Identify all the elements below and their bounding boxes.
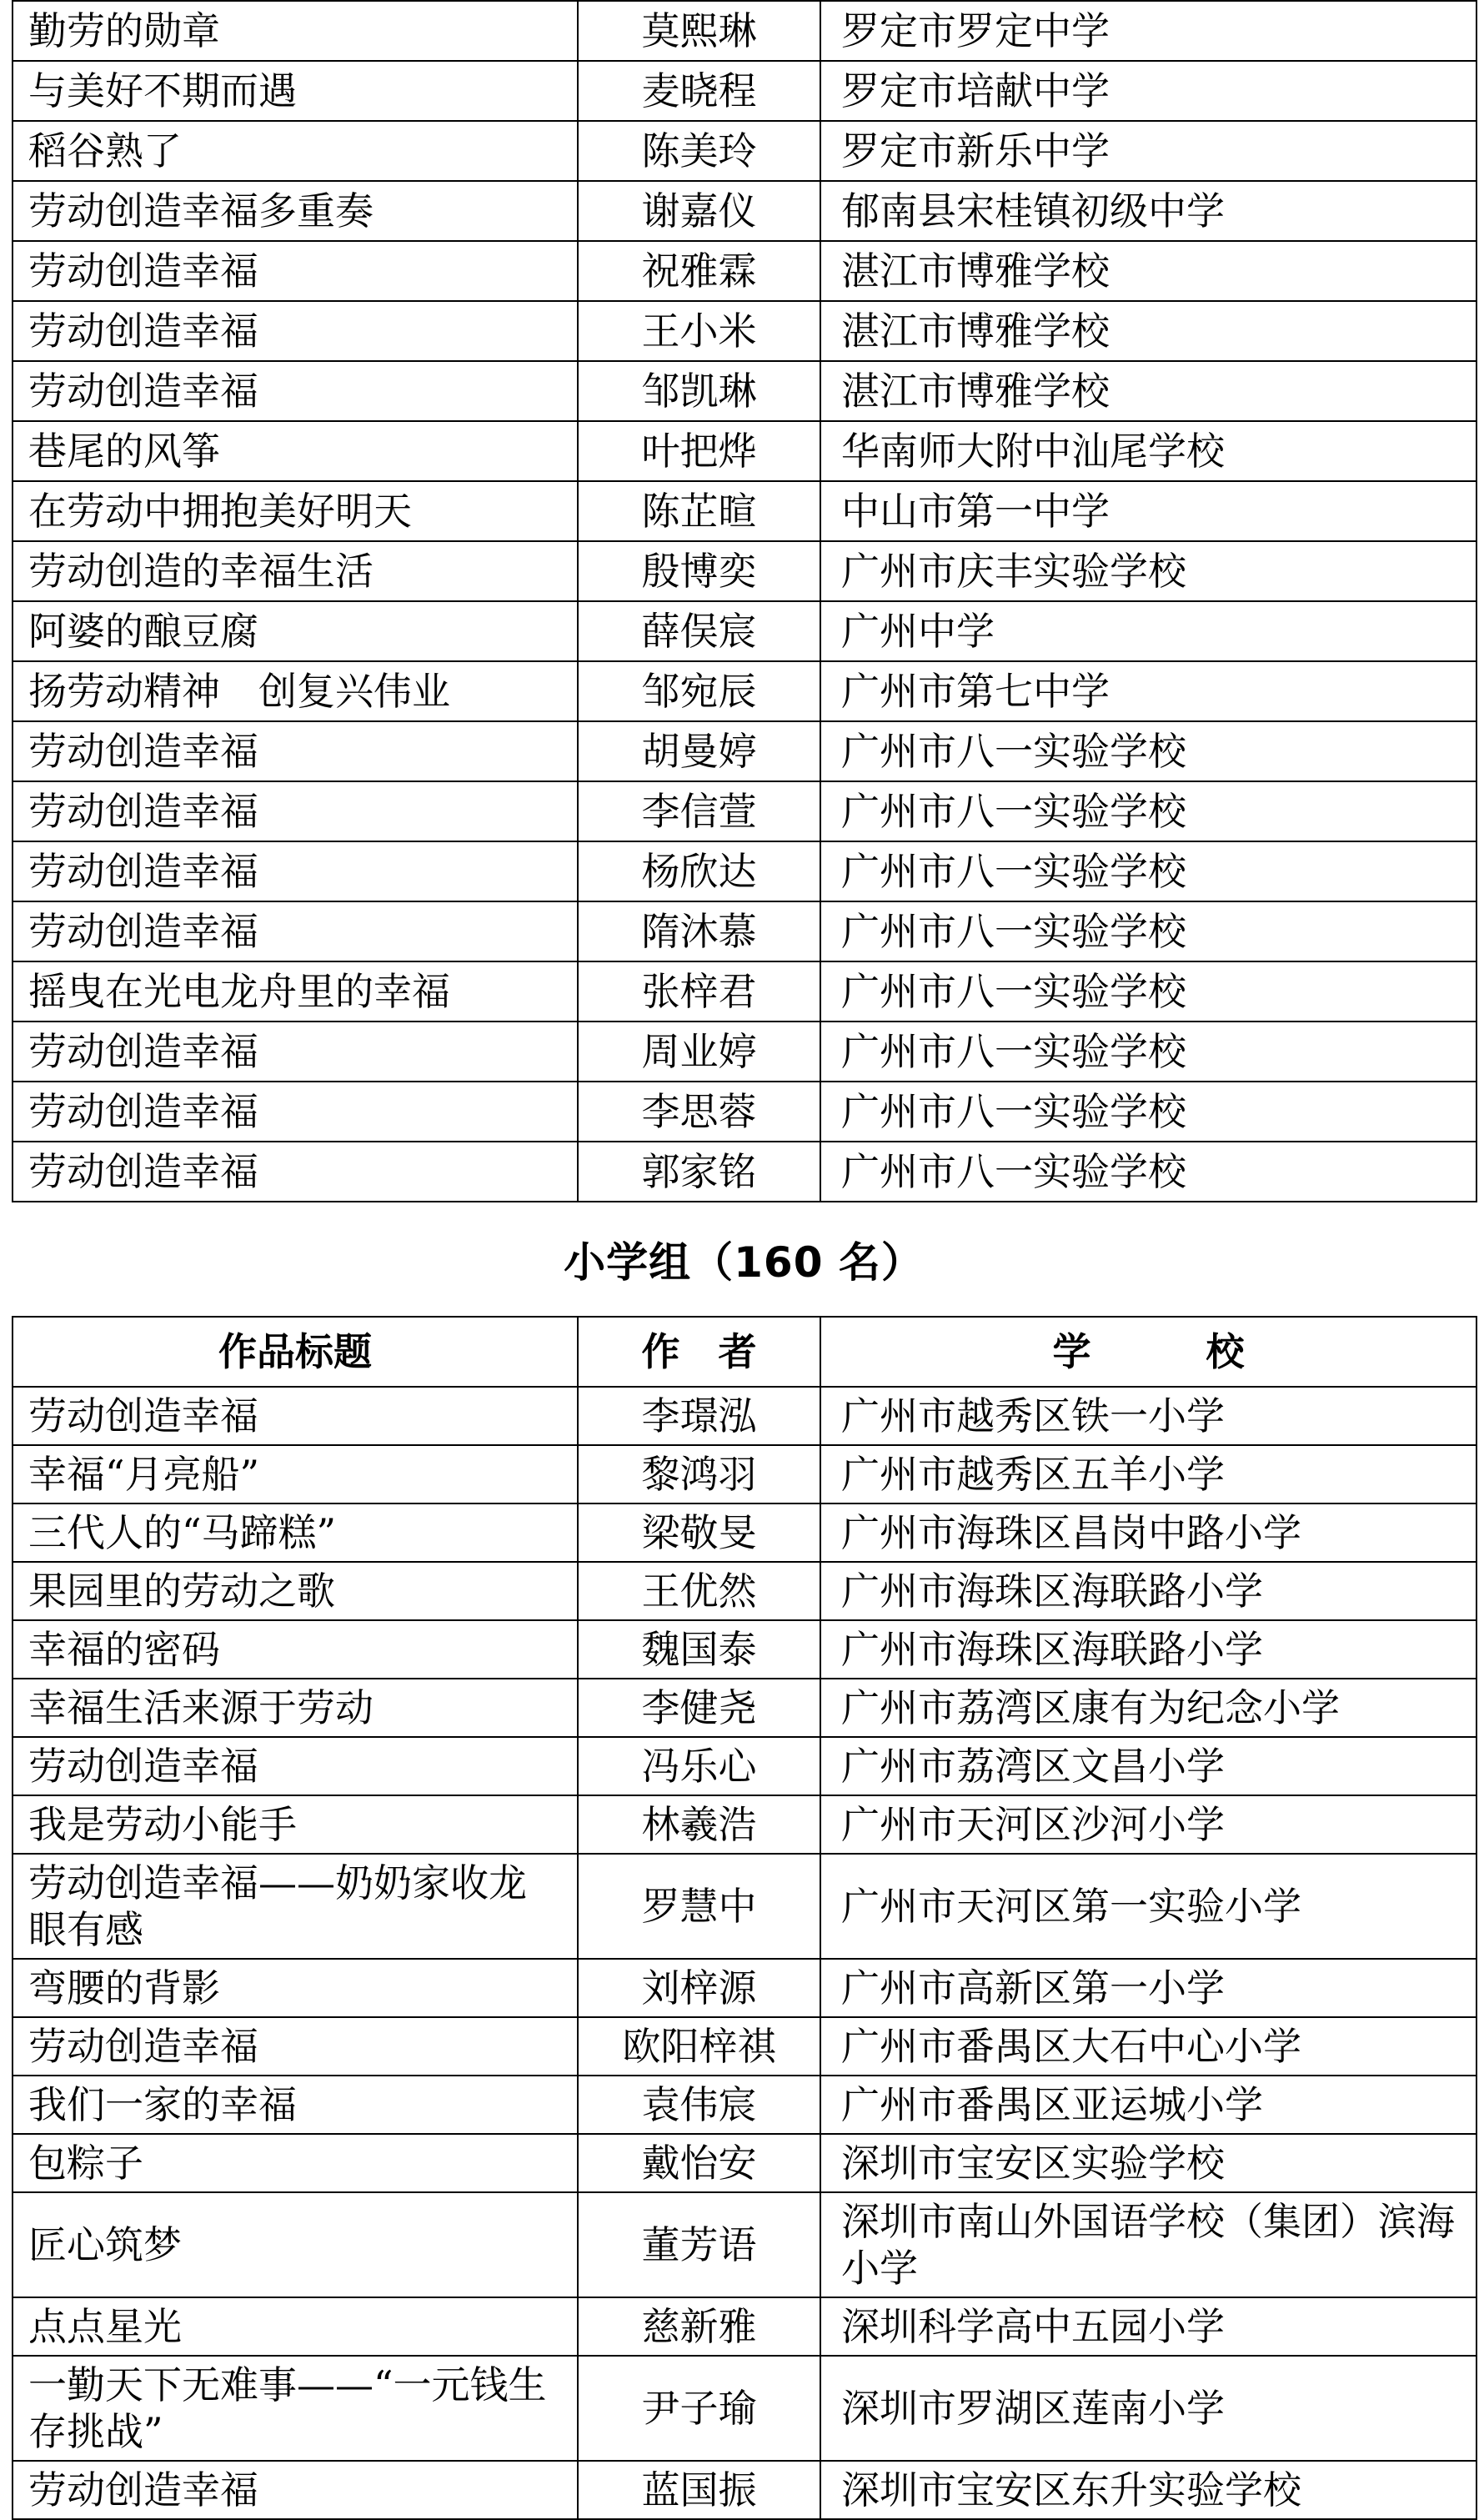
table-row <box>13 1737 1476 1795</box>
author-cell: 欧阳梓祺 <box>578 2017 820 2076</box>
primary-table-header <box>13 1317 1476 1387</box>
title-cell: 我是劳动小能手 <box>13 1795 578 1854</box>
school-cell: 深圳市南山外国语学校（集团）滨海小学 <box>820 2192 1476 2297</box>
title-cell: 劳动创造幸福 <box>13 901 578 961</box>
title-cell: 劳动创造的幸福生活 <box>13 541 578 601</box>
author-cell: 莫熙琳 <box>578 1 820 61</box>
author-cell: 魏国泰 <box>578 1620 820 1679</box>
author-cell: 林羲浩 <box>578 1795 820 1854</box>
table-row <box>13 1082 1476 1142</box>
school-cell: 广州市越秀区铁一小学 <box>820 1387 1476 1445</box>
header-row <box>13 1317 1476 1387</box>
school-cell: 广州市海珠区海联路小学 <box>820 1620 1476 1679</box>
school-cell: 广州市海珠区海联路小学 <box>820 1562 1476 1620</box>
table-row <box>13 481 1476 541</box>
school-cell: 深圳市罗湖区莲南小学 <box>820 2356 1476 2461</box>
title-cell: 劳动创造幸福 <box>13 361 578 421</box>
school-cell: 广州市天河区第一实验小学 <box>820 1854 1476 1959</box>
table-row <box>13 661 1476 721</box>
title-cell: 稻谷熟了 <box>13 121 578 181</box>
table-row <box>13 121 1476 181</box>
table-row <box>13 2076 1476 2134</box>
school-cell: 深圳市宝安区东升实验学校 <box>820 2461 1476 2519</box>
school-cell: 广州市八一实验学校 <box>820 721 1476 781</box>
author-cell: 殷博奕 <box>578 541 820 601</box>
author-cell: 王小米 <box>578 301 820 361</box>
table-row <box>13 61 1476 121</box>
table-row <box>13 2017 1476 2076</box>
table-row <box>13 841 1476 901</box>
table-row <box>13 241 1476 301</box>
school-cell: 深圳科学高中五园小学 <box>820 2297 1476 2356</box>
author-cell: 邹凯琳 <box>578 361 820 421</box>
school-cell: 广州市荔湾区康有为纪念小学 <box>820 1679 1476 1737</box>
author-cell: 叶把烨 <box>578 421 820 481</box>
school-cell: 湛江市博雅学校 <box>820 301 1476 361</box>
school-cell: 罗定市培献中学 <box>820 61 1476 121</box>
school-cell: 广州市天河区沙河小学 <box>820 1795 1476 1854</box>
title-cell: 劳动创造幸福 <box>13 721 578 781</box>
author-cell: 蓝国振 <box>578 2461 820 2519</box>
author-cell: 杨欣达 <box>578 841 820 901</box>
title-cell: 劳动创造幸福 <box>13 301 578 361</box>
author-cell: 李璟泓 <box>578 1387 820 1445</box>
author-cell: 尹子瑜 <box>578 2356 820 2461</box>
author-cell: 黎鸿羽 <box>578 1445 820 1503</box>
table-row <box>13 1854 1476 1959</box>
table-row <box>13 1959 1476 2017</box>
title-cell: 劳动创造幸福 <box>13 1737 578 1795</box>
table-row <box>13 2461 1476 2519</box>
table-row <box>13 181 1476 241</box>
header-author: 作 者 <box>578 1317 820 1387</box>
header-school: 学 校 <box>820 1317 1476 1387</box>
author-cell: 慈新雅 <box>578 2297 820 2356</box>
school-cell: 郁南县宋桂镇初级中学 <box>820 181 1476 241</box>
table-row <box>13 1022 1476 1082</box>
author-cell: 李健尧 <box>578 1679 820 1737</box>
school-cell: 广州市八一实验学校 <box>820 1022 1476 1082</box>
title-cell: 劳动创造幸福多重奏 <box>13 181 578 241</box>
table-row <box>13 2134 1476 2192</box>
title-cell: 巷尾的风筝 <box>13 421 578 481</box>
school-cell: 广州市越秀区五羊小学 <box>820 1445 1476 1503</box>
secondary-award-table <box>12 0 1477 1202</box>
author-cell: 陈美玲 <box>578 121 820 181</box>
school-cell: 广州市高新区第一小学 <box>820 1959 1476 2017</box>
header-title: 作品标题 <box>13 1317 578 1387</box>
school-cell: 广州市八一实验学校 <box>820 961 1476 1022</box>
author-cell: 隋沐慕 <box>578 901 820 961</box>
title-cell: 劳动创造幸福 <box>13 1387 578 1445</box>
title-cell: 劳动创造幸福 <box>13 2017 578 2076</box>
section-title-primary-group: 小学组（160 名） <box>564 1238 924 1287</box>
author-cell: 周业婷 <box>578 1022 820 1082</box>
title-cell: 劳动创造幸福——奶奶家收龙眼有感 <box>13 1854 578 1959</box>
title-cell: 包粽子 <box>13 2134 578 2192</box>
title-cell: 点点星光 <box>13 2297 578 2356</box>
school-cell: 华南师大附中汕尾学校 <box>820 421 1476 481</box>
title-cell: 劳动创造幸福 <box>13 841 578 901</box>
school-cell: 深圳市宝安区实验学校 <box>820 2134 1476 2192</box>
award-list-page <box>12 0 1476 2520</box>
school-cell: 罗定市新乐中学 <box>820 121 1476 181</box>
school-cell: 中山市第一中学 <box>820 481 1476 541</box>
author-cell: 袁伟宸 <box>578 2076 820 2134</box>
title-cell: 摇曳在光电龙舟里的幸福 <box>13 961 578 1022</box>
author-cell: 郭家铭 <box>578 1142 820 1202</box>
title-cell: 劳动创造幸福 <box>13 1142 578 1202</box>
table-row <box>13 601 1476 661</box>
table-row <box>13 1142 1476 1202</box>
author-cell: 冯乐心 <box>578 1737 820 1795</box>
author-cell: 戴怡安 <box>578 2134 820 2192</box>
primary-award-table <box>12 1316 1477 2520</box>
title-cell: 匠心筑梦 <box>13 2192 578 2297</box>
table-row <box>13 961 1476 1022</box>
title-cell: 幸福的密码 <box>13 1620 578 1679</box>
table-row <box>13 1445 1476 1503</box>
author-cell: 麦晓程 <box>578 61 820 121</box>
school-cell: 广州市八一实验学校 <box>820 1142 1476 1202</box>
author-cell: 刘梓源 <box>578 1959 820 2017</box>
title-cell: 劳动创造幸福 <box>13 1082 578 1142</box>
school-cell: 广州市八一实验学校 <box>820 781 1476 841</box>
author-cell: 谢嘉仪 <box>578 181 820 241</box>
title-cell: 幸福生活来源于劳动 <box>13 1679 578 1737</box>
table-row <box>13 781 1476 841</box>
table-row <box>13 1620 1476 1679</box>
school-cell: 广州市海珠区昌岗中路小学 <box>820 1503 1476 1562</box>
school-cell: 湛江市博雅学校 <box>820 241 1476 301</box>
school-cell: 广州市荔湾区文昌小学 <box>820 1737 1476 1795</box>
school-cell: 广州中学 <box>820 601 1476 661</box>
author-cell: 薛俣宸 <box>578 601 820 661</box>
title-cell: 一勤天下无难事——“一元钱生存挑战” <box>13 2356 578 2461</box>
table-row <box>13 421 1476 481</box>
title-cell: 三代人的“马蹄糕” <box>13 1503 578 1562</box>
school-cell: 广州市番禺区大石中心小学 <box>820 2017 1476 2076</box>
table-row <box>13 2192 1476 2297</box>
title-cell: 与美好不期而遇 <box>13 61 578 121</box>
author-cell: 梁敬旻 <box>578 1503 820 1562</box>
table-row <box>13 1679 1476 1737</box>
author-cell: 王优然 <box>578 1562 820 1620</box>
table-row <box>13 2297 1476 2356</box>
author-cell: 祝雅霖 <box>578 241 820 301</box>
author-cell: 董芳语 <box>578 2192 820 2297</box>
author-cell: 陈芷暄 <box>578 481 820 541</box>
table-row <box>13 1503 1476 1562</box>
title-cell: 弯腰的背影 <box>13 1959 578 2017</box>
author-cell: 胡曼婷 <box>578 721 820 781</box>
title-cell: 扬劳动精神 创复兴伟业 <box>13 661 578 721</box>
table-row <box>13 301 1476 361</box>
title-cell: 果园里的劳动之歌 <box>13 1562 578 1620</box>
school-cell: 广州市番禺区亚运城小学 <box>820 2076 1476 2134</box>
author-cell: 张梓君 <box>578 961 820 1022</box>
title-cell: 劳动创造幸福 <box>13 241 578 301</box>
author-cell: 李信萱 <box>578 781 820 841</box>
school-cell: 广州市八一实验学校 <box>820 1082 1476 1142</box>
school-cell: 湛江市博雅学校 <box>820 361 1476 421</box>
title-cell: 我们一家的幸福 <box>13 2076 578 2134</box>
school-cell: 广州市第七中学 <box>820 661 1476 721</box>
secondary-award-table-body <box>13 1 1476 1202</box>
table-row <box>13 1795 1476 1854</box>
table-row <box>13 721 1476 781</box>
table-row <box>13 541 1476 601</box>
title-cell: 勤劳的勋章 <box>13 1 578 61</box>
title-cell: 阿婆的酿豆腐 <box>13 601 578 661</box>
school-cell: 广州市八一实验学校 <box>820 901 1476 961</box>
table-row <box>13 2356 1476 2461</box>
title-cell: 劳动创造幸福 <box>13 781 578 841</box>
table-row <box>13 1 1476 61</box>
title-cell: 劳动创造幸福 <box>13 2461 578 2519</box>
author-cell: 罗慧中 <box>578 1854 820 1959</box>
primary-award-table-body <box>13 1387 1476 2519</box>
school-cell: 广州市庆丰实验学校 <box>820 541 1476 601</box>
title-cell: 在劳动中拥抱美好明天 <box>13 481 578 541</box>
title-cell: 幸福“月亮船” <box>13 1445 578 1503</box>
title-cell: 劳动创造幸福 <box>13 1022 578 1082</box>
table-row <box>13 361 1476 421</box>
school-cell: 广州市八一实验学校 <box>820 841 1476 901</box>
author-cell: 李思蓉 <box>578 1082 820 1142</box>
table-row <box>13 1562 1476 1620</box>
table-row <box>13 901 1476 961</box>
school-cell: 罗定市罗定中学 <box>820 1 1476 61</box>
table-row <box>13 1387 1476 1445</box>
author-cell: 邹宛辰 <box>578 661 820 721</box>
